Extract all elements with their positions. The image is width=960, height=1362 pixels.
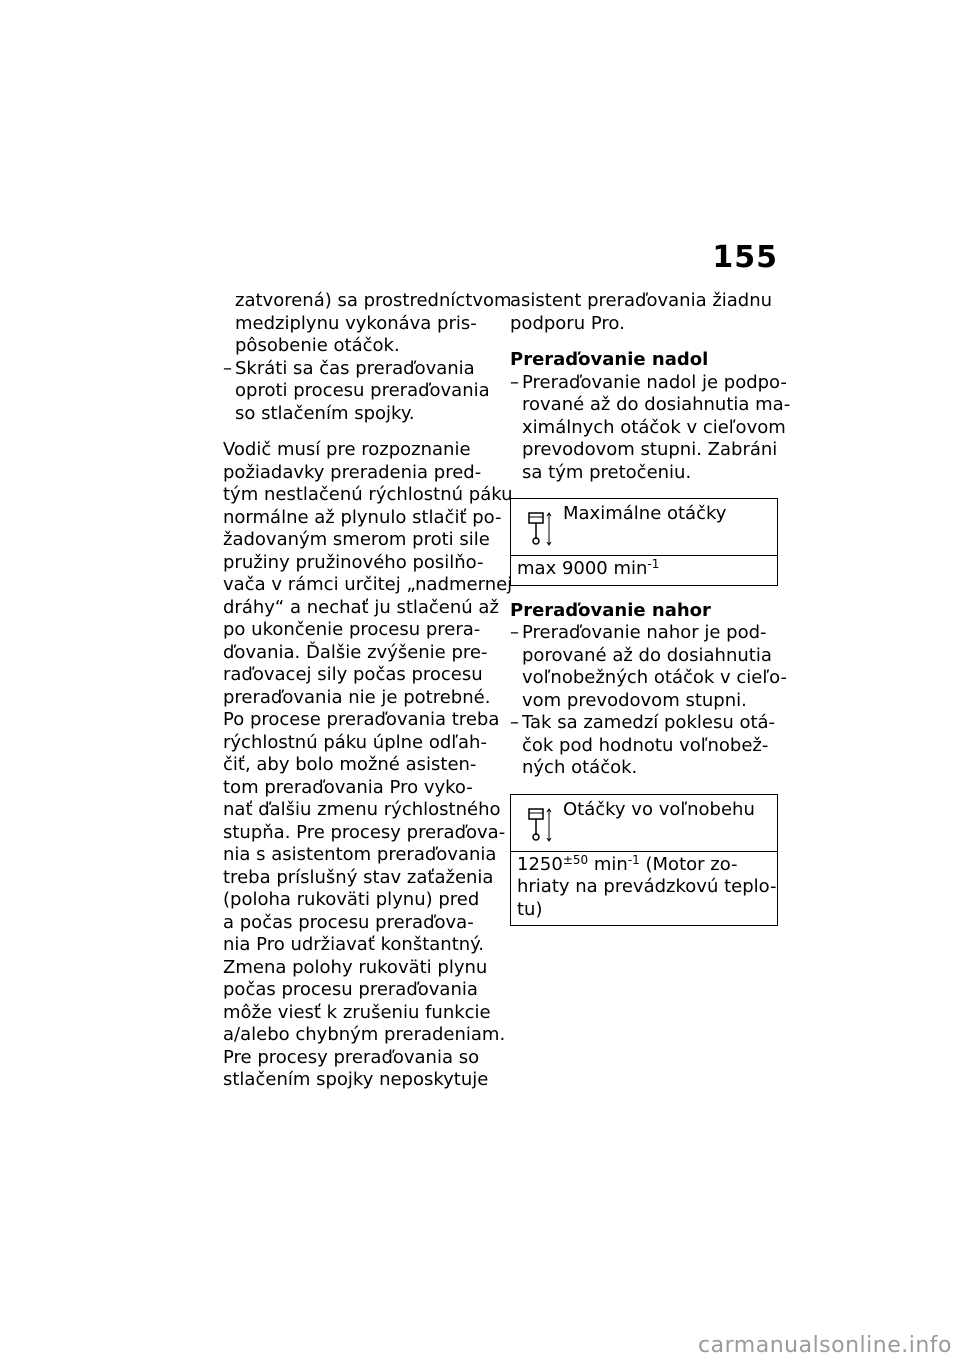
text-line: po ukončenie procesu prera- [223, 619, 481, 640]
spec-value-tolerance: ±50 [562, 852, 589, 867]
text-line: Zmena polohy rukoväti plynu [223, 956, 488, 978]
bullet-continuation: ximálnych otáčok v cieľovom [522, 416, 786, 438]
bullet-continuation: sa tým pretočeniu. [522, 461, 692, 483]
text-line: stupňa. Pre procesy preraďova- [223, 821, 506, 843]
bullet-continuation: so stlačením spojky. [235, 402, 415, 424]
bullet-continuation: rované až do dosiahnutia ma- [522, 394, 791, 415]
bullet-text: Preraďovanie nahor je pod- [522, 622, 767, 643]
text-line: pružiny pružinového posilňo- [223, 551, 484, 573]
spec-value-line: tu) [517, 898, 543, 920]
text-line: asistent preraďovania žiadnu [510, 290, 773, 311]
spec-value-unit: min [588, 853, 628, 875]
bullet-continuation: porované až do dosiahnutia [522, 644, 772, 666]
section-heading-shift-down: Preraďovanie nadol [510, 349, 709, 370]
spec-value-note: (Motor zo- [639, 853, 738, 875]
spec-value [511, 556, 777, 585]
text-line: preraďovania nie je potrebné. [223, 686, 491, 708]
bullet-text: Skráti sa čas preraďovania [235, 357, 475, 379]
text-line: Vodič musí pre rozpoznanie [223, 439, 471, 460]
text-line: môže viesť k zrušeniu funkcie [223, 1001, 491, 1023]
text-line: podporu Pro. [510, 312, 625, 334]
text-line: počas procesu preraďovania [223, 979, 478, 1000]
watermark: carmanualsonline.info [698, 1333, 952, 1358]
page-number: 155 [712, 240, 778, 275]
spec-value-line: hriaty na prevádzkovú teplo- [517, 876, 777, 897]
spec-title: Otáčky vo voľnobehu [563, 798, 755, 820]
text-line: nia s asistentom preraďovania [223, 844, 497, 865]
bullet-item [510, 712, 780, 780]
bullet-dash: – [510, 712, 519, 733]
text-line: Po procese preraďovania treba [223, 709, 500, 730]
spec-value-exponent: -1 [647, 557, 660, 571]
spec-value-line [517, 854, 771, 877]
bullet-text: Tak sa zamedzí poklesu otá- [522, 712, 776, 733]
bullet-item [223, 358, 493, 426]
left-column [223, 290, 513, 1092]
bullet-first-line [510, 622, 780, 645]
text-line: dráhy“ a nechať ju stlačenú až [223, 596, 499, 618]
text-line: požiadavky preradenia pred- [223, 461, 482, 483]
right-column [510, 290, 791, 940]
engine-piston-icon [525, 807, 553, 843]
text-line: pôsobenie otáčok. [235, 335, 400, 356]
text-line: a počas procesu preraďova- [223, 911, 474, 933]
body-paragraph [223, 439, 513, 1092]
text-line: (poloha rukoväti plynu) pred [223, 889, 480, 910]
paragraph-gap [223, 425, 493, 439]
bullet-item [510, 371, 791, 485]
spec-box-max-rpm [510, 498, 778, 586]
text-line: normálne až plynulo stlačiť po- [223, 506, 502, 528]
section-heading-shift-up: Preraďovanie nahor [510, 599, 711, 621]
bullet-continuation: prevodovom stupni. Zabráni [522, 439, 778, 460]
spec-box-idle-rpm [510, 794, 778, 927]
spec-value-exponent: -1 [627, 852, 640, 867]
spec-value-number: 1250 [517, 853, 563, 875]
text-line: treba príslušný stav zaťaženia [223, 866, 494, 888]
bullet-dash: – [510, 371, 519, 393]
text-line: medziplynu vykonáva pris- [235, 312, 477, 334]
bullet-item [510, 622, 787, 712]
spec-value-main: max 9000 min [517, 558, 648, 579]
bullet-first-line [510, 371, 787, 395]
bullet-first-line [223, 358, 493, 381]
text-line: tým nestlačenú rýchlostnú páku [223, 484, 513, 505]
bullet-first-line [510, 712, 780, 735]
spec-header [511, 795, 777, 852]
bullet-dash: – [223, 357, 232, 379]
bullet-continuation: ných otáčok. [522, 757, 638, 778]
bullet-continuation: oproti procesu preraďovania [235, 380, 490, 401]
text-line: vača v rámci určitej „nadmernej [223, 574, 513, 595]
bullet-text: Preraďovanie nadol je podpo- [522, 371, 787, 393]
text-line: raďovacej sily počas procesu [223, 664, 483, 685]
text-line: a/alebo chybným preradeniam. [223, 1024, 506, 1045]
spec-value [511, 852, 777, 926]
spec-title: Maximálne otáčky [563, 503, 727, 524]
text-line: Pre procesy preraďovania so [223, 1046, 480, 1068]
text-line: stlačením spojky neposkytuje [223, 1069, 489, 1090]
text-line: zatvorená) sa prostredníctvom [235, 290, 512, 311]
bullet-continuation: čok pod hodnotu voľnobež- [522, 734, 769, 756]
engine-piston-icon [525, 511, 553, 547]
text-line: nia Pro udržiavať konštantný. [223, 934, 484, 955]
bullet-continuation: vom prevodovom stupni. [522, 689, 747, 711]
spec-header [511, 499, 777, 556]
bullet-continuation: voľnobežných otáčok v cieľo- [522, 667, 787, 688]
text-line: čiť, aby bolo možné asisten- [223, 754, 477, 775]
paragraph-gap [510, 335, 780, 349]
text-line: tom preraďovania Pro vyko- [223, 776, 473, 798]
text-line: nať ďalšiu zmenu rýchlostného [223, 799, 501, 820]
bullet-dash: – [510, 622, 519, 643]
text-line: rýchlostnú páku úplne odľah- [223, 731, 487, 753]
text-line: ďovania. Ďalšie zvýšenie pre- [223, 641, 488, 663]
text-line: žadovaným smerom proti sile [223, 529, 490, 550]
